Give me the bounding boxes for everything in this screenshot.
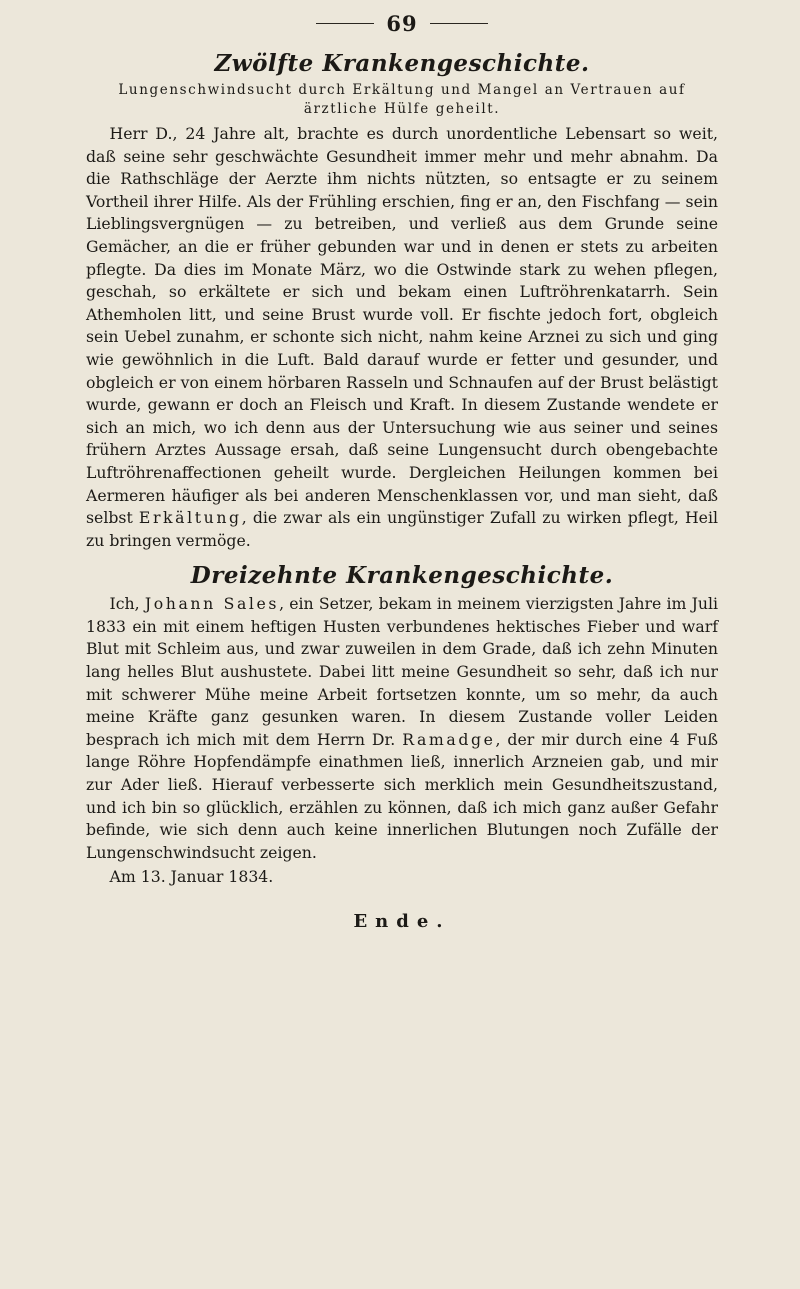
paragraph-text: , die zwar als ein ungünstiger Zufall zu wirken pflegt, Heil zu bringen vermöge.: [86, 508, 718, 550]
case-thirteen-date: Am 13. Januar 1834.: [109, 867, 274, 887]
end-marker: Ende.: [353, 911, 451, 932]
paragraph-text: Ich,: [109, 594, 145, 614]
case-twelve-heading: Zwölfte Krankengeschichte.: [214, 50, 590, 77]
case-thirteen: [86, 562, 718, 889]
doctor-name: Ramadge: [402, 729, 496, 749]
page-number: 69: [386, 10, 418, 36]
header-rule-right: [430, 23, 488, 24]
case-twelve-subtitle: Lungenschwindsucht durch Erkältung und Mangel an Vertrauen auf ärztliche Hülfe geheilt.: [118, 82, 686, 117]
paragraph-text: , ein Setzer, bekam in meinem vierzigsten Jahre im Juli 1833 ein mit einem heftigen Husten verbundenes hektisches Fieber und warf Blut mit Schleim aus, und zwar zuweilen in dem Grade, daß ich zehn Minuten lang helles Blut aushustete. Dabei litt meine Gesundheit so sehr, daß ich nur mit schwerer Mühe meine Arbeit fortsetzen konnte, um so mehr, da auch meine Kräfte ganz gesunken waren. In diesem Zustande voller Leiden besprach ich mich mit dem Herrn Dr.: [86, 594, 718, 749]
case-thirteen-paragraph: [86, 593, 718, 864]
case-twelve: [86, 50, 718, 552]
paragraph-text: , der mir durch eine 4 Fuß lange Röhre Hopfendämpfe einathmen ließ, innerlich Arzneien gab, und mir zur Ader ließ. Hierauf verbesserte sich merklich mein Gesundheitszustand, und ich bin so glücklich, erzählen zu können, daß ich mich ganz außer Gefahr befinde, wie sich denn auch keine innerlichen Blutungen noch Zufälle der Lungenschwindsucht zeigen.: [86, 729, 718, 862]
case-thirteen-heading: Dreizehnte Krankengeschichte.: [190, 562, 614, 590]
case-twelve-paragraph: [86, 123, 718, 552]
page-header: [86, 8, 718, 38]
patient-name: Johann Sales: [144, 594, 280, 614]
emphasis-text: Erkältung: [138, 508, 242, 528]
header-rule-left: [316, 23, 374, 24]
paragraph-text: Herr D., 24 Jahre alt, brachte es durch unordentliche Lebensart so weit, daß seine sehr geschwächte Gesundheit immer mehr und mehr abnahm. Da die Rathschläge der Aerzte ihm nichts nützten, so entsagte er zu seinem Vortheil ihrer Hilfe. Als der Frühling erschien, fing er an, den Fischfang — sein Lieblingsvergnügen — zu betreiben, und verließ aus dem Grunde seine Gemächer, an die er früher gebunden war und in denen er stets zu arbeiten pflegte. Da dies im Monate März, wo die Ostwinde stark zu wehen pflegen, geschah, so erkältete er sich und bekam einen Luftröhrenkatarrh. Sein Athemholen litt, und seine Brust wurde voll. Er fischte jedoch fort, obgleich sein Uebel zunahm, er schonte sich nicht, nahm keine Arznei zu sich und ging wie gewöhnlich in die Luft. Bald darauf wurde er fetter und gesunder, und obgleich er von einem hörbaren Rasseln und Schnaufen auf der Brust belästigt wurde, gewann er doch an Fleisch und Kraft. In diesem Zustande wendete er sich an mich, wo ich denn aus der Untersuchung wie aus seiner und seines frühern Arztes Aussage ersah, daß seine Lungensucht durch obengebachte Luftröhrenaffectionen geheilt wurde. Dergleichen Heilungen kommen bei Aermeren häufiger als bei anderen Menschenklassen vor, und man sieht, daß selbst: [86, 124, 718, 528]
